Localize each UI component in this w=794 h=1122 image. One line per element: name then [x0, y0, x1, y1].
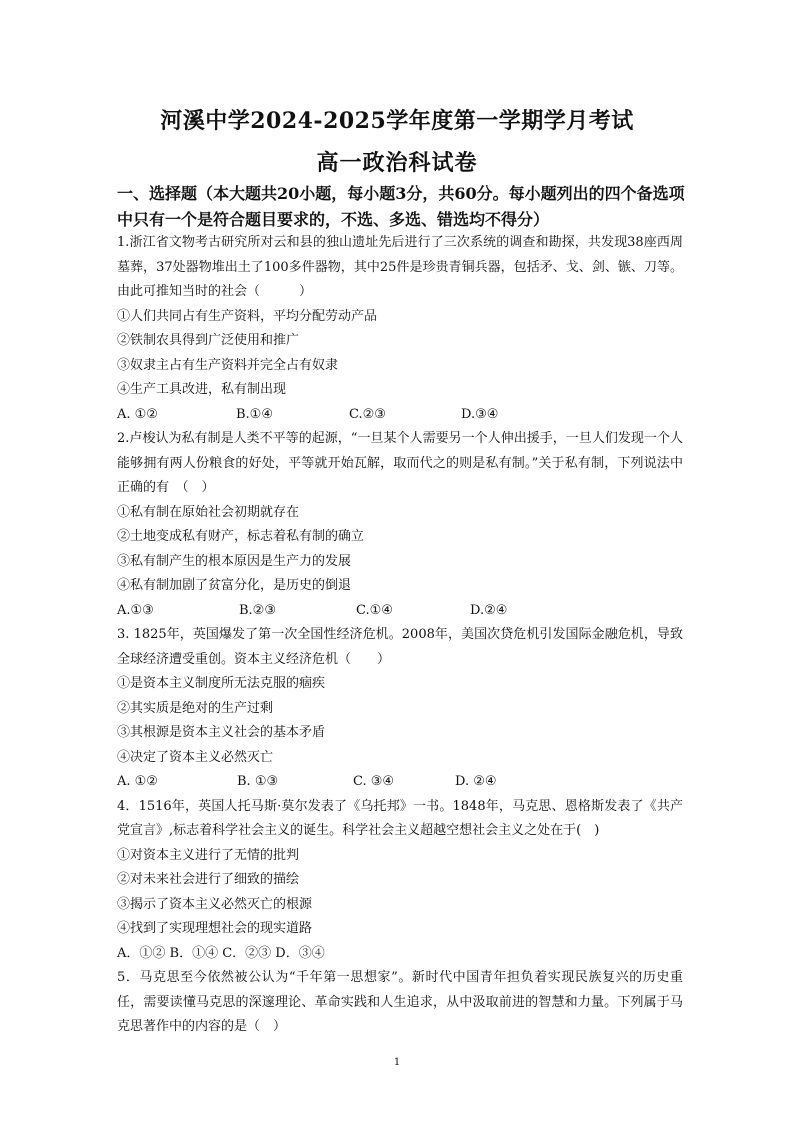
- question-4-item: ②对未来社会进行了细致的描绘: [117, 872, 300, 887]
- option-d: D.②④: [470, 602, 508, 618]
- option-d: D. ②④: [455, 774, 497, 789]
- question-2-item: ①私有制在原始社会初期就存在: [117, 504, 300, 520]
- question-4-stem: 4．1516年，英国人托马斯·莫尔发表了《乌托邦》一书。1848年，马克思、恩格斯发表了《共产党宣言》,标志着科学社会主义的诞生。科学社会主义超越空想社会主义之处在于( ): [117, 798, 683, 838]
- question-1-options: [117, 403, 683, 428]
- section-heading: 一、选择题（本大题共20小题，每小题3分，共60分。每小题列出的四个备选项中只有一个是符合题目要求的，不选、多选、错选均不得分）: [117, 184, 685, 229]
- question-5-stem: 5．马克思至今依然被公认为“千年第一思想家”。新时代中国青年担负着实现民族复兴的历史重任，需要读懂马克思的深邃理论、革命实践和人生追求，从中汲取前进的智慧和力量。下列属于马克思著作中的内容的是（ ）: [117, 970, 683, 1034]
- question-3-options: [117, 770, 683, 795]
- question-2-options: [117, 599, 683, 624]
- option-a: A. ①②: [117, 406, 158, 422]
- question-list: [117, 231, 683, 1040]
- question-1-item: ②铁制农具得到广泛使用和推广: [117, 333, 300, 348]
- option-a: A.①③: [117, 602, 154, 618]
- question-4-item: ①对资本主义进行了无情的批判: [117, 847, 300, 863]
- question-1-stem: 1.浙江省文物考古研究所对云和县的独山遗址先后进行了三次系统的调查和勘探，共发现38座西周墓葬，37处器物堆出土了100多件器物，其中25件是珍贵青铜兵器，包括矛、戈、剑、镞、刀等。由此可推知当时的社会（ ）: [117, 235, 683, 299]
- question-1-item: ①人们共同占有生产资料，平均分配劳动产品: [117, 308, 378, 324]
- question-3-stem: 3. 1825年，英国爆发了第一次全国性经济危机。2008年，美国次贷危机引发国际金融危机，导致全球经济遭受重创。资本主义经济危机（ ）: [117, 627, 683, 667]
- option-b: B. ①③: [237, 774, 279, 789]
- exam-subtitle: 高一政治科试卷: [316, 150, 478, 176]
- question-3-item: ④决定了资本主义必然灭亡: [117, 749, 274, 765]
- exam-title: 河溪中学2024-2025学年度第一学期学月考试: [160, 108, 634, 134]
- question-2-item: ③私有制产生的根本原因是生产力的发展: [117, 553, 352, 569]
- option-c: C.②③: [349, 406, 386, 422]
- question-2-item: ②土地变成私有财产，标志着私有制的确立: [117, 529, 365, 544]
- option-d: D.③④: [461, 406, 499, 422]
- question-3-item: ①是资本主义制度所无法克服的痼疾: [117, 676, 326, 691]
- question-2-stem: 2.卢梭认为私有制是人类不平等的起源，“一旦某个人需要另一个人伸出援手，一旦人们发现一个人能够拥有两人份粮食的好处，平等就开始瓦解，取而代之的则是私有制。”关于私有制，下列说法中正确的有 （ ）: [117, 431, 683, 495]
- option-b: B.①④: [236, 406, 273, 422]
- question-1-item: ④生产工具改进，私有制出现: [117, 382, 287, 397]
- question-4-options: A．①② B．①④ C．②③ D．③④: [117, 945, 325, 961]
- question-1-item: ③奴隶主占有生产资料并完全占有奴隶: [117, 357, 339, 373]
- question-2-item: ④私有制加剧了贫富分化，是历史的倒退: [117, 578, 352, 593]
- question-3-item: ②其实质是绝对的生产过剩: [117, 700, 274, 716]
- question-3-item: ③其根源是资本主义社会的基本矛盾: [117, 725, 326, 740]
- question-4-item: ③揭示了资本主义必然灭亡的根源: [117, 896, 313, 912]
- option-a: A. ①②: [117, 774, 158, 789]
- option-c: C. ③④: [353, 774, 395, 789]
- option-b: B.②③: [239, 602, 276, 618]
- page-number: 1: [393, 1057, 401, 1068]
- question-4-item: ④找到了实现理想社会的现实道路: [117, 921, 313, 936]
- option-c: C.①④: [356, 602, 393, 618]
